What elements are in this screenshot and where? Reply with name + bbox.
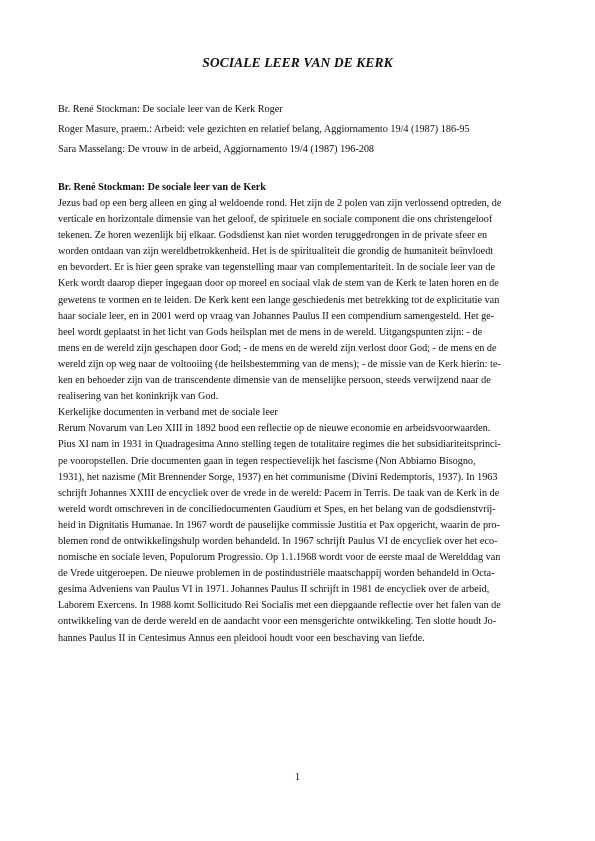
text-line: wereld wordt omschreven in de conciliedocumenten Gaudium et Spes, en het belang van de godsdienstvrij- [58, 503, 496, 515]
text-line: heel wordt geplaatst in het licht van Gods heilsplan met de mens in de wereld. Uitgangspunten zijn: - de [58, 326, 483, 338]
text-line: Jezus bad op een berg alleen en ging al weldoende rond. Het zijn de 2 polen van zijn verlossend optreden, de [58, 198, 502, 209]
text-line: realisering van het koninkrijk van God. [58, 391, 219, 403]
text-line: hannes Paulus II in Centesimus Annus een pleidooi houdt voor een beschaving van liefde. [58, 632, 425, 644]
text-line: pe vooropstellen. Drie documenten gaan in tegen respectievelijk het fascisme (Non Abbiamo Bisogno, [58, 455, 476, 467]
text-line: de Vrede uitgeroepen. De nieuwe problemen in de postindustriële maatschappij worden behandeld in Octa- [58, 568, 495, 580]
reference-item: Br. René Stockman: De sociale leer van de Kerk Roger [58, 104, 283, 115]
text-line: nomische en sociale leven, Populorum Progressio. Op 1.1.1968 wordt voor de eerste maal de Werelddag van [58, 552, 501, 564]
text-line: Kerk wordt daarop dieper ingegaan door op moreel en sociaal vlak de stem van de Kerk te laten horen en de [58, 278, 499, 290]
text-line: Pius XI nam in 1931 in Quadragesima Anno stelling tegen de totalitaire regimes die het subsidiariteitsprinci- [58, 439, 501, 451]
text-line: ontwikkeling van de derde wereld en de aandacht voor een mensgerichte ontwikkeling. Ten slotte houdt Jo- [58, 616, 497, 628]
text-line: haar sociale leer, en in 2001 werd op vraag van Johannes Paulus II een compendium samengesteld. Het ge- [58, 310, 495, 322]
text-line: heid in Dignitatis Humanae. In 1967 wordt de pauselijke commissie Justitia et Pax opgericht, waarin de pro- [58, 519, 500, 531]
text-line: en bevordert. Er is hier geen sprake van tegenstelling maar van complementariteit. In de sociale leer van de [58, 262, 496, 274]
text-line: verticale en horizontale dimensie van het geloof, de spirituele en sociale component die ons christengeloof [58, 214, 493, 226]
paragraph-intro [58, 196, 540, 405]
text-line: mens en de wereld zijn geschapen door God; - de mens en de wereld zijn verlost door God; - de mens en de [58, 342, 497, 354]
section-heading: Br. René Stockman: De sociale leer van de Kerk [58, 182, 266, 193]
text-line: gesima Adveniens van Paulus VI in 1971. Johannes Paulus II schrijft in 1981 de encycliek over de arbeid, [58, 584, 490, 596]
text-line: wereld zijn op weg naar de voltooiing (de heilsbestemming van de mens); - de missie van de Kerk hierin: te- [58, 358, 501, 370]
paragraph-documents [58, 421, 540, 646]
document-title: SOCIALE LEER VAN DE KERK [202, 55, 393, 70]
subsection-heading: Kerkelijke documenten in verband met de sociale leer [58, 407, 278, 419]
text-line: schrijft Johannes XXIII de encycliek over de vrede in de wereld: Pacem in Terris. De taak van de Kerk in de [58, 487, 500, 499]
text-line: 1931), het nazisme (Mit Brennender Sorge, 1937) en het communisme (Divini Redemptoris, 1937). In 1963 [58, 471, 498, 483]
reference-list [58, 100, 548, 160]
article-section [58, 180, 540, 647]
text-line: worden ontdaan van zijn wereldbetrokkenheid. Het is de spiritualiteit die grondig de humaniteit beïnvloedt [58, 246, 494, 258]
text-line: tekenen. Ze horen wezenlijk bij elkaar. Godsdienst kan niet worden teruggedrongen in de private sfeer en [58, 230, 488, 242]
reference-item: Roger Masure, praem.: Arbeid: vele gezichten en relatief belang, Aggiornamento 19/4 (1987) 186-95 [58, 124, 470, 135]
text-line: Rerum Novarum van Leo XIII in 1892 bood een reflectie op de nieuwe economie en arbeidsvoorwaarden. [58, 423, 491, 435]
page-number: 1 [294, 772, 301, 783]
text-line: Laborem Exercens. In 1988 komt Sollicitudo Rei Socialis met een diepgaande reflectie over het falen van de [58, 600, 501, 612]
reference-item: Sara Masselang: De vrouw in de arbeid, Aggiornamento 19/4 (1987) 196-208 [58, 144, 375, 155]
text-line: blemen rond de ontwikkelingshulp worden behandeld. In 1967 schrijft Paulus VI de encycliek over het eco- [58, 535, 498, 547]
text-line: gewetens te vormen en te leiden. De Kerk kent een lange geschiedenis met betrekking tot de explicitatie van [58, 294, 500, 306]
text-line: ken en behoeder zijn van de transcendente dimensie van de menselijke persoon, steeds verwijzend naar de [58, 375, 491, 387]
